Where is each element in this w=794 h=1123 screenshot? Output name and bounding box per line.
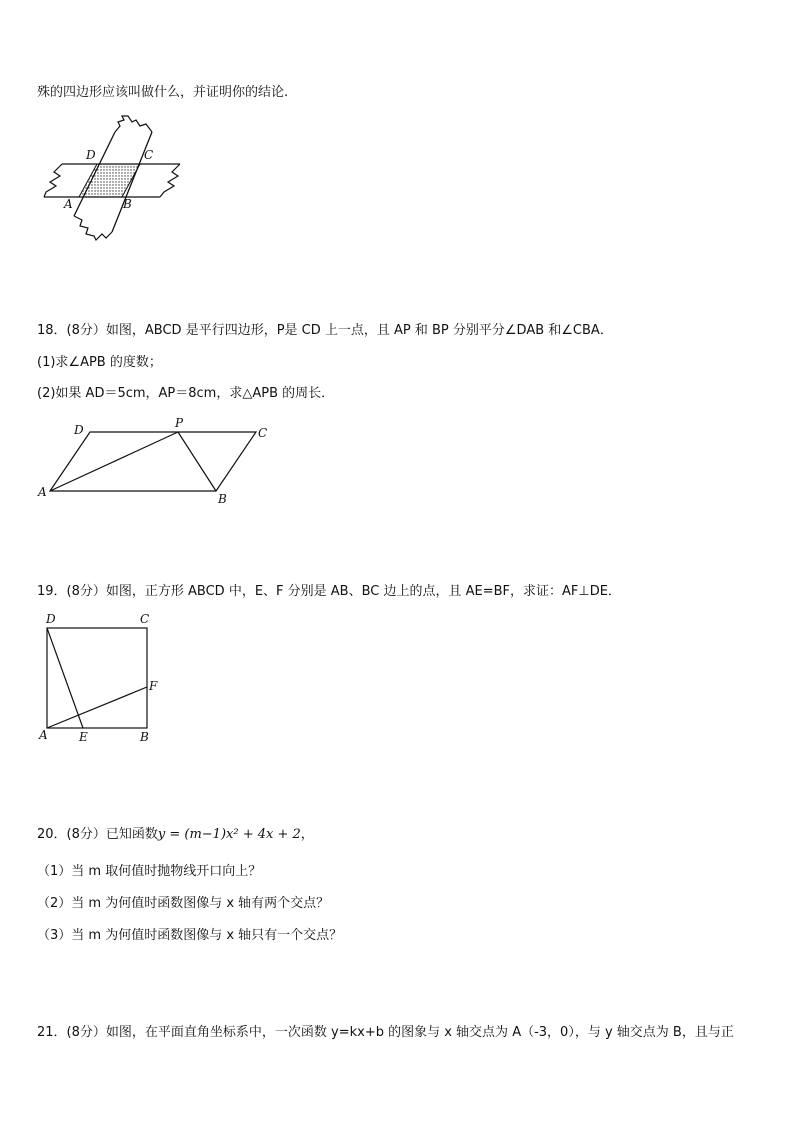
q18-label-a: A [38,485,47,499]
q19-label-d: D [46,612,56,626]
q17-label-a: A [64,197,73,211]
q17-text: 殊的四边形应该叫做什么，并证明你的结论. [37,85,289,100]
q20-part2: （2）当 m 为何值时函数图像与 x 轴有两个交点？ [37,896,330,911]
q17-shaded-region [79,164,140,197]
q18-label-b: B [218,492,227,506]
q18-part2: (2)如果 AD＝5cm，AP＝8cm，求△APB 的周长． [37,386,335,401]
q20-stem [37,826,314,844]
q19-label-b: B [140,730,149,744]
q18-stem: 18．(8分）如图，ABCD 是平行四边形，P是 CD 上一点，且 AP 和 BP 分别平分∠DAB 和∠CBA． [37,323,613,338]
q21-stem: 21．(8分）如图，在平面直角坐标系中，一次函数 y=kx+b 的图象与 x 轴交点为 A（-3，0），与 y 轴交点为 B，且与正 [37,1025,734,1040]
q18-part1: (1)求∠APB 的度数； [37,355,162,370]
q17-label-d: D [86,148,96,162]
q19-label-a: A [39,728,48,742]
q18-figure [34,414,284,509]
q19-figure [34,610,169,745]
q20-part1: （1）当 m 取何值时抛物线开口向上？ [37,864,262,879]
q20-formula: y = (m−1)x² + 4x + 2 [157,827,301,842]
q18-label-d: D [74,423,84,437]
q19-label-f: F [149,679,158,693]
q17-figure [40,112,190,247]
q20-stem-prefix: 20．(8分）已知函数 [37,827,158,842]
q19-label-c: C [140,612,150,626]
q19-label-e: E [79,730,88,744]
q20-stem-suffix: ， [300,827,314,842]
q19-stem: 19．(8分）如图，正方形 ABCD 中，E、F 分别是 AB、BC 边上的点，且 AE=BF，求证：AF⊥DE． [37,584,621,599]
q17-label-b: B [123,197,132,211]
q20-part3: （3）当 m 为何值时函数图像与 x 轴只有一个交点？ [37,928,343,943]
q18-label-p: P [175,416,184,430]
q17-label-c: C [144,148,154,162]
q18-label-c: C [258,426,268,440]
